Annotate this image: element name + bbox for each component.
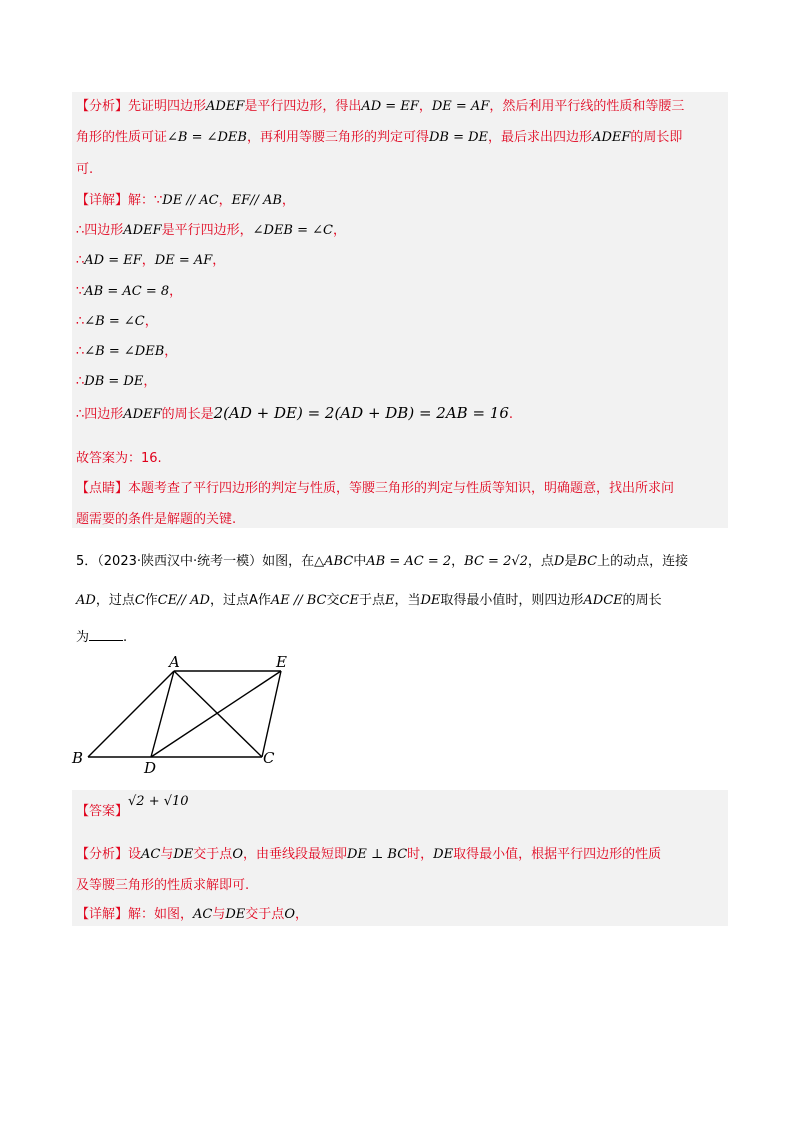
problem-5-line-2: AD，过点C作CE// AD，过点A作AE // BC交CE于点E，当DE取得最小值时，则四边形ADCE的周长 [76,593,662,608]
step-2: ∴AD = EF，DE = AF， [76,253,226,268]
step-6: ∴DB = DE， [76,374,157,389]
geometry-figure [66,650,296,779]
step-1: ∴四边形ADEF是平行四边形，∠DEB = ∠C， [76,223,346,238]
detail-intro: 【详解】解：∵DE // AC，EF// AB， [76,193,295,208]
problem-5-line-1: 5．（2023·陕西汉中·统考一模）如图，在△ABC中AB = AC = 2，BC = 2√2，点D是BC上的动点，连接 [76,554,689,569]
answer-5-line: 【答案】√2 + √10 [76,794,189,819]
answer-line: 故答案为：16. [76,451,162,466]
step-4: ∴∠B = ∠C， [76,314,158,329]
answer-blank [89,628,123,641]
segment-AC [174,671,262,757]
parallelogram-diagram [66,650,296,775]
analysis-5-line-1: 【分析】设AC与DE交于点O，由垂线段最短即DE ⊥ BC时，DE取得最小值，根据平行四边形的性质 [76,847,662,862]
segment-AB [88,671,174,757]
comment-line-2: 题需要的条件是解题的关键. [76,512,237,527]
analysis-line-1: 【分析】先证明四边形ADEF是平行四边形，得出AD = EF，DE = AF，然后利用平行线的性质和等腰三 [76,99,685,114]
solution-4-block [72,92,728,528]
analysis-line-2: 角形的性质可证∠B = ∠DEB，再利用等腰三角形的判定可得DB = DE，最后求出四边形ADEF的周长即 [76,130,683,145]
analysis-line-3: 可. [76,162,94,177]
step-3: ∵AB = AC = 8， [76,284,183,299]
detail-5-line: 【详解】解：如图，AC与DE交于点O， [76,907,308,922]
step-7: ∴四边形ADEF的周长是2(AD + DE) = 2(AD + DB) = 2AB = 16. [76,404,514,422]
label-D: D [144,759,157,775]
problem-5-line-3: 为 . [76,630,128,645]
segment-CE [262,671,281,757]
step-5: ∴∠B = ∠DEB， [76,344,178,359]
comment-line-1: 【点睛】本题考查了平行四边形的判定与性质，等腰三角形的判定与性质等知识，明确题意，找出所求问 [76,481,675,496]
label-E: E [276,653,287,671]
analysis-5-line-2: 及等腰三角形的性质求解即可. [76,878,250,893]
label-C: C [263,749,275,767]
label-A: A [169,653,180,671]
label-B: B [72,749,84,767]
